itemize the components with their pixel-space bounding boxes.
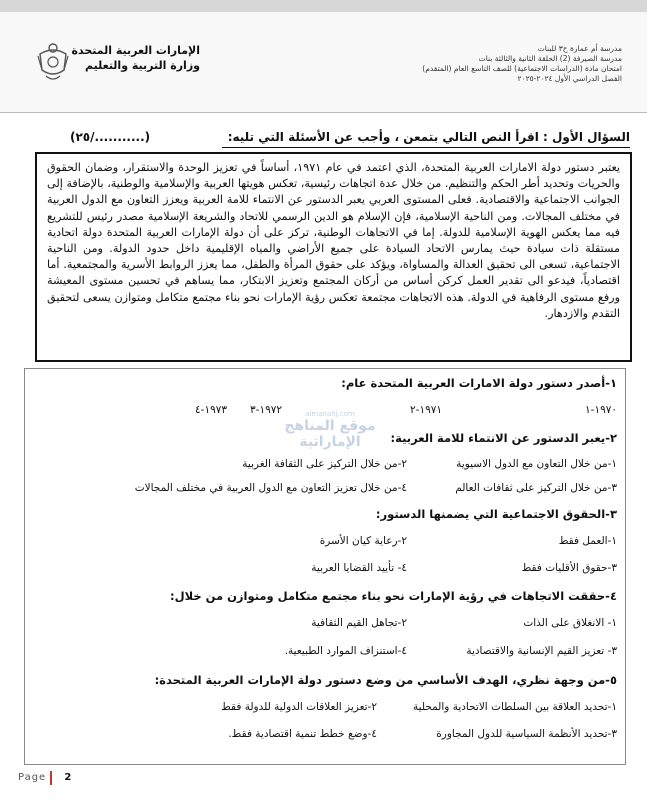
option[interactable]: ١-تحديد العلاقة بين السلطات الاتحادية والمحلية <box>413 701 617 713</box>
school-line: مدرسة الصيرفة (2) الحلقة الثانية والثالثة بنات <box>478 54 622 63</box>
page-footer <box>18 772 72 783</box>
question-title: ٤-حققت الاتجاهات في رؤية الإمارات نحو بناء مجتمع متكامل ومتوازن من خلال: <box>170 589 617 603</box>
option[interactable]: ١٩٧١-٢ <box>410 404 442 416</box>
page-number: 2 <box>64 772 73 783</box>
option[interactable]: ٤-استنزاف الموارد الطبيعية. <box>284 645 407 657</box>
option[interactable]: ١٩٧٠-١ <box>585 404 617 416</box>
question-title: ٣-الحقوق الاجتماعية التي يضمنها الدستور: <box>375 507 617 521</box>
uae-emblem-icon <box>36 40 70 84</box>
reading-passage: يعتبر دستور دولة الامارات العربية المتحدة، الذي اعتمد في عام ١٩٧١، أساساً في تعزيز الوحدة والاستقرار، وضمان الحقوق والحريات وتحديد أطر الحكم والتنظيم. من خلال عدة اتجاهات رئيسية، تعكس هويتها العربية والإسلامية والوطنية، بالإضافة إلى الجوانب الاجتماعية والاقتصادية. فعلى المستوى العربي يعبر الدستور عن الانتماء للامة العربية ويعزز التعاون مع الدول العربية في مختلف المجالات. ومن الناحية الإسلامية، فإن الإسلام هو الدين الرسمي للاتحاد والشريعة الإسلامية مصدر رئيس للتشريع فيه مما يعكس الهوية الإسلامية للدولة. إما في الاتجاهات الوطنية، تركز على أن دولة الإمارات العربية المتحدة دولة اتحادية مستقلة ذات سيادة حيث يمارس الاتحاد السيادة على جميع الأراضي والمياه الإقليمية داخل حدود الدولة. ومن الناحية الاجتماعية، تسعى الى تحقيق العدالة والمساواة، ويؤكد على حقوق المرأة والطفل، مما يعزز الروابط الأسرية والمجتمعية. أما اقتصادياً، فيدعو الى تقدير العمل كركن أساس من أركان المجتمع وتعزيز الابتكار، مما يساهم في تحسين مستوى المعيشة ورفع مستوى الرفاهية في الدولة. هذه الاتجاهات مجتمعة تعكس رؤية الإمارات نحو بناء مجتمع متكامل ومتوازن يسعى لتحقيق التقدم والازدهار. <box>35 152 632 362</box>
ministry-name <box>71 44 200 72</box>
question1-score: (.........../٢٥) <box>70 130 151 144</box>
title-underline <box>222 147 630 148</box>
ministry-title: وزارة التربية والتعليم <box>85 59 200 72</box>
school-line: امتحان مادة (الدراسات الاجتماعية) للصف التاسع العام (المتقدم) <box>422 64 622 73</box>
option[interactable]: ٣- تعزيز القيم الإنسانية والاقتصادية <box>466 645 617 657</box>
school-line: مدرسة أم عمارة ح٣ للبنات <box>537 44 622 53</box>
option[interactable]: ١٩٧٣-٤ <box>195 404 227 416</box>
school-line: الفصل الدراسي الأول ٢٠٢٤-٢٠٢٥ <box>517 74 622 83</box>
question-title: ٥-من وجهة نظري، الهدف الأساسي من وضع دستور دولة الإمارات العربية المتحدة: <box>154 673 617 687</box>
option[interactable]: ٣-تحديد الأنظمة السياسية للدول المجاورة <box>436 728 617 740</box>
option[interactable]: ٣-حقوق الأقليات فقط <box>521 562 617 574</box>
option[interactable]: ٢-تعزيز العلاقات الدولية للدولة فقط <box>221 701 377 713</box>
option[interactable]: ١-العمل فقط <box>558 535 617 547</box>
school-info <box>422 44 622 84</box>
option[interactable]: ٢-من خلال التركيز على الثقافة الغربية <box>242 458 407 470</box>
watermark <box>255 410 405 450</box>
country-name: الإمارات العربية المتحدة <box>71 44 200 57</box>
option[interactable]: ٢-رعاية كيان الأسرة <box>319 535 407 547</box>
page-label: Page <box>18 772 47 783</box>
question-title: ٢-يعبر الدستور عن الانتماء للامة العربية: <box>390 431 617 445</box>
question1-title: السؤال الأول : اقرأ النص التالي بتمعن ، وأجب عن الأسئلة التي تليه: <box>227 130 630 144</box>
option[interactable]: ٢-تجاهل القيم الثقافية <box>311 617 407 629</box>
option[interactable]: ٤-من خلال تعزيز التعاون مع الدول العربية في مختلف المجالات <box>134 482 407 494</box>
option[interactable]: ٤- تأييد القضايا العربية <box>311 562 407 574</box>
option[interactable]: ٣-من خلال التركيز على ثقافات العالم <box>455 482 617 494</box>
top-band <box>0 0 647 12</box>
watermark-title: موقع المناهج الإماراتية <box>284 418 376 450</box>
document-header <box>0 12 647 113</box>
watermark-url: almanahj.com <box>305 410 355 418</box>
option[interactable]: ١- الانغلاق على الذات <box>523 617 617 629</box>
option[interactable]: ٤-وضع خطط تنمية اقتصادية فقط. <box>228 728 377 740</box>
option[interactable]: ١٩٧٢-٣ <box>250 404 282 416</box>
question-title: ١-أصدر دستور دولة الامارات العربية المتحدة عام: <box>341 376 617 390</box>
footer-divider <box>50 771 52 785</box>
option[interactable]: ١-من خلال التعاون مع الدول الاسيوية <box>456 458 617 470</box>
